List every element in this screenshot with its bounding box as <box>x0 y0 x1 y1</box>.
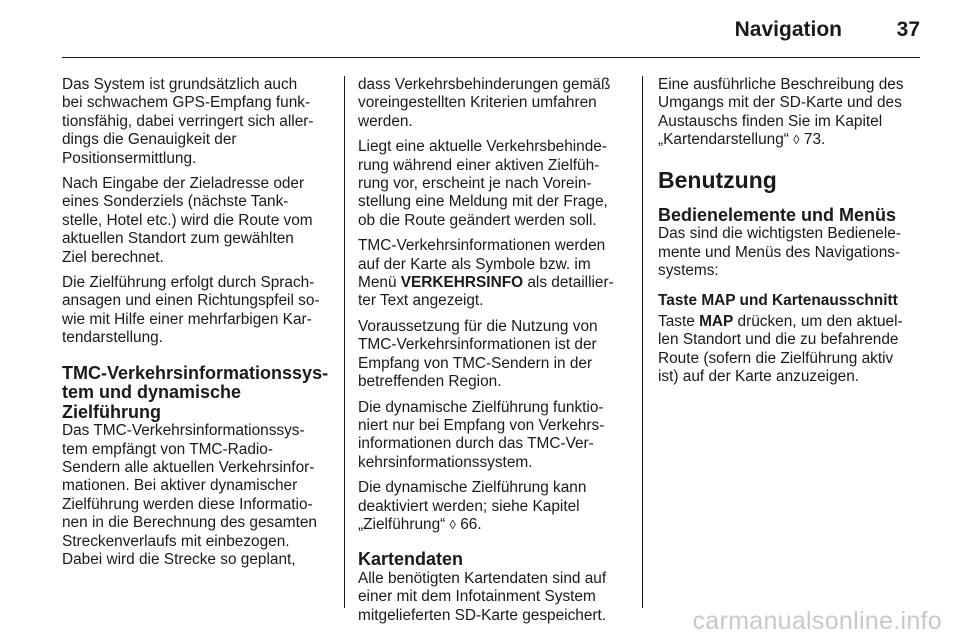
text-line: ob die Route geändert werden soll. <box>358 211 597 229</box>
button-name-map: MAP <box>699 312 734 330</box>
cross-reference <box>358 516 630 534</box>
menu-name-verkehrsinfo: VERKEHRSINFO <box>400 274 524 292</box>
text-line: stellung eine Meldung mit der Frage, <box>358 193 608 211</box>
paragraph-sdcard <box>658 76 930 150</box>
paragraph-guidance <box>62 274 334 348</box>
header-rule <box>62 57 920 58</box>
paragraph-deactivate <box>358 479 630 534</box>
page-reference-icon: ◊ <box>449 516 456 532</box>
text-line: Zielführung werden diese Informatio- <box>62 495 313 513</box>
menu-suffix: als detaillier- <box>523 274 614 292</box>
heading-line: TMC-Verkehrsinformationssys- <box>62 362 329 383</box>
column-1 <box>62 76 334 576</box>
paragraph-continuation <box>358 76 630 131</box>
text-line: Austauschs finden Sie im Kapitel <box>658 112 883 130</box>
text-line: Positionsermittlung. <box>62 149 197 167</box>
text-line: Ziel berechnet. <box>62 248 164 266</box>
reference-text: „Zielführung“ <box>358 515 450 533</box>
text-line: Alle benötigten Kartendaten sind auf <box>358 569 607 587</box>
paragraph-requirement <box>358 318 630 392</box>
text-line: stelle, Hotel etc.) wird die Route vom <box>62 211 313 229</box>
text-line: mente und Menüs des Navigations- <box>658 243 901 261</box>
text-line: Das sind die wichtigsten Bedienele- <box>658 225 901 243</box>
text-line: niert nur bei Empfang von Verkehrs- <box>358 416 605 434</box>
text-line: mitgelieferten SD-Karte gespeichert. <box>358 606 607 624</box>
text-line: Liegt eine aktuelle Verkehrsbehinde- <box>358 138 607 156</box>
cross-reference <box>658 131 930 149</box>
text-line: Umgangs mit der SD-Karte und des <box>658 94 902 112</box>
text-line: eines Sonderziels (nächste Tank- <box>62 193 289 211</box>
heading-benutzung: Benutzung <box>658 166 777 193</box>
text-line: systems: <box>658 261 719 279</box>
text-line: Dabei wird die Strecke so geplant, <box>62 551 296 569</box>
paragraph-map-button <box>658 313 930 387</box>
text-line: betreffenden Region. <box>358 373 502 391</box>
paragraph-symbols <box>358 237 630 311</box>
text-line: dass Verkehrsbehinderungen gemäß <box>358 76 611 93</box>
text-line: ter Text angezeigt. <box>358 292 484 310</box>
heading-line: tem und dynamische <box>62 382 242 403</box>
paragraph-dynamic <box>358 399 630 473</box>
text-line: ansagen und einen Richtungspfeil so- <box>62 292 320 310</box>
page-header <box>0 0 960 60</box>
heading-controls-menus: Bedienelemente und Menüs <box>658 204 897 225</box>
text-line: Die Zielführung erfolgt durch Sprach- <box>62 274 315 292</box>
menu-prefix: Menü <box>358 274 401 292</box>
page-reference-icon: ◊ <box>793 132 800 148</box>
reference-page: 73. <box>799 131 826 149</box>
text-line: Empfang von TMC-Sendern in der <box>358 354 593 372</box>
section-title: Navigation <box>734 18 842 41</box>
text-line: voreingestellten Kriterien umfahren <box>358 94 597 112</box>
column-divider-2 <box>642 76 643 608</box>
text-line <box>658 313 930 331</box>
text-line: werden. <box>358 112 413 130</box>
heading-map-button: Taste MAP und Kartenausschnitt <box>658 292 898 310</box>
text-line: tionsfähig, dabei verringert sich aller- <box>62 112 314 130</box>
reference-text: „Kartendarstellung“ <box>658 131 794 149</box>
column-divider-1 <box>344 76 345 608</box>
text-line: Sendern alle aktuellen Verkehrsinfor- <box>62 459 315 476</box>
text-line: dings die Genauigkeit der <box>62 131 237 149</box>
paragraph-gps <box>62 76 334 168</box>
paragraph-traffic <box>358 138 630 230</box>
text-line: auf der Karte als Symbole bzw. im <box>358 255 591 273</box>
text-line: rung während einer aktiven Zielfüh- <box>358 156 600 174</box>
text-line: Die dynamische Zielführung kann <box>358 479 587 497</box>
heading-line: Zielführung <box>62 401 161 422</box>
text-line: Eine ausführliche Beschreibung des <box>658 76 904 93</box>
text-line: kehrsinformationssystem. <box>358 453 533 471</box>
text-line <box>358 274 630 292</box>
text-line: bei schwachem GPS-Empfang funk- <box>62 94 311 112</box>
text-line: einer mit dem Infotainment System <box>358 588 596 606</box>
text-line: nen in die Berechnung des gesamten <box>62 514 317 532</box>
column-3 <box>658 76 930 393</box>
text-line: informationen durch das TMC-Ver- <box>358 435 594 453</box>
text-line: ist) auf der Karte anzuzeigen. <box>658 367 860 385</box>
text-line: Das TMC-Verkehrsinformationssys- <box>62 422 305 440</box>
text-line: aktuellen Standort zum gewählten <box>62 230 294 248</box>
text-line: Das System ist grundsätzlich auch <box>62 76 298 93</box>
text-line: tem empfängt von TMC-Radio- <box>62 440 273 458</box>
text-line: Voraussetzung für die Nutzung von <box>358 317 598 335</box>
text-line: rung vor, erscheint je nach Vorein- <box>358 175 592 193</box>
paragraph-controls <box>658 225 930 280</box>
text-line: deaktiviert werden; siehe Kapitel <box>358 497 580 515</box>
paragraph-tmc <box>62 422 334 569</box>
heading-tmc <box>62 364 334 423</box>
text-line: len Standort und die zu befahrende <box>658 331 899 349</box>
watermark: carmanualsonline.info <box>692 607 942 635</box>
text-line: Die dynamische Zielführung funktio- <box>358 398 604 416</box>
paragraph-mapdata <box>358 570 630 625</box>
text-line: Route (sofern die Zielführung aktiv <box>658 349 894 367</box>
text-line: mationen. Bei aktiver dynamischer <box>62 477 298 495</box>
text-line: Streckenverlaufs mit einbezogen. <box>62 532 290 550</box>
text-line: TMC-Verkehrsinformationen werden <box>358 237 606 255</box>
column-2 <box>358 76 630 632</box>
text-line: wie mit Hilfe einer mehrfarbigen Kar- <box>62 310 312 328</box>
paragraph-route <box>62 175 334 267</box>
heading-kartendaten: Kartendaten <box>358 549 464 570</box>
reference-page: 66. <box>455 515 482 533</box>
page-number: 37 <box>896 18 920 41</box>
text-line: Nach Eingabe der Zieladresse oder <box>62 175 305 193</box>
text-suffix: drücken, um den aktuel- <box>733 312 903 330</box>
text-prefix: Taste <box>658 312 700 330</box>
text-line: TMC-Verkehrsinformationen ist der <box>358 336 597 354</box>
text-line: tendarstellung. <box>62 329 163 347</box>
